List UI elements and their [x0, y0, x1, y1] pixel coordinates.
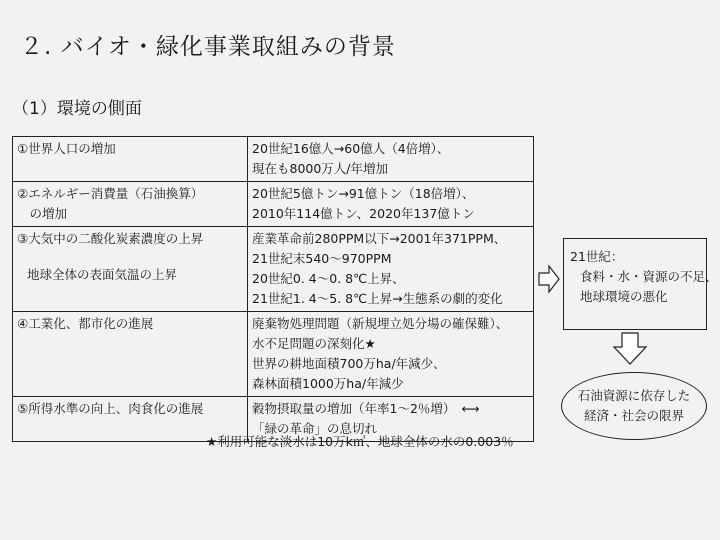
row-detail-line: 20世紀16億人→60億人（4倍増）、 [252, 141, 450, 156]
box-line: 食料・水・資源の不足、 [580, 269, 718, 284]
table-cell-label [13, 227, 248, 312]
row-detail-line: 21世紀末540～970PPM [252, 251, 392, 266]
ellipse-line: 経済・社会の限界 [583, 408, 684, 423]
row-label: の増加 [17, 206, 68, 221]
arrow-right-icon [538, 264, 560, 294]
table-row [13, 312, 534, 397]
footnote: ★利用可能な淡水は10万k㎥、地球全体の水の0.003％ [206, 434, 514, 449]
table-cell-detail [248, 137, 534, 182]
row-detail-line: 穀物摂取量の増加（年率1～2％増） ⟷ [252, 401, 480, 416]
table-cell-detail [248, 182, 534, 227]
row-detail-line: 20世紀0. 4～0. 8℃上昇、 [252, 271, 405, 286]
row-label: ④工業化、都市化の進展 [17, 316, 154, 331]
result-ellipse [561, 372, 707, 440]
table-row [13, 182, 534, 227]
row-detail-line: 水不足問題の深刻化★ [252, 336, 376, 351]
section-subtitle: （1）環境の側面 [12, 99, 142, 119]
table-cell-detail [248, 312, 534, 397]
row-detail-line: 「緑の革命」の息切れ [252, 421, 378, 436]
table-row [13, 137, 534, 182]
background-table [12, 136, 534, 442]
table-cell-detail [248, 227, 534, 312]
table-cell-label [13, 182, 248, 227]
row-detail-line: 2010年114億トン、2020年137億トン [252, 206, 475, 221]
table-cell-label [13, 137, 248, 182]
box-line: 地球環境の悪化 [580, 289, 668, 304]
row-label: ⑤所得水準の向上、肉食化の進展 [17, 401, 204, 416]
table-cell-label [13, 312, 248, 397]
row-label: ①世界人口の増加 [17, 141, 116, 156]
row-detail-line: 廃棄物処理問題（新規埋立処分場の確保難）、 [252, 316, 509, 331]
row-label: ②エネルギー消費量（石油換算） [17, 186, 204, 201]
row-label: 地球全体の表面気温の上昇 [27, 267, 178, 282]
row-detail-line: 現在も8000万人/年増加 [252, 161, 389, 176]
row-detail-line: 森林面積1000万ha/年減少 [252, 376, 404, 391]
box-line: 21世紀： [570, 249, 624, 264]
table-row [13, 227, 534, 312]
row-detail-line: 21世紀1. 4～5. 8℃上昇→生態系の劇的変化 [252, 291, 503, 306]
row-label: ③大気中の二酸化炭素濃度の上昇 [17, 231, 204, 246]
row-detail-line: 20世紀5億トン→91億トン（18倍増）、 [252, 186, 475, 201]
row-detail-line: 世界の耕地面積700万ha/年減少、 [252, 356, 446, 371]
row-detail-line: 産業革命前280PPM以下→2001年371PPM、 [252, 231, 507, 246]
slide-title: ２. バイオ・緑化事業取組みの背景 [20, 34, 396, 60]
ellipse-line: 石油資源に依存した [577, 388, 691, 403]
conclusion-box [563, 238, 718, 330]
arrow-down-icon [612, 332, 648, 366]
